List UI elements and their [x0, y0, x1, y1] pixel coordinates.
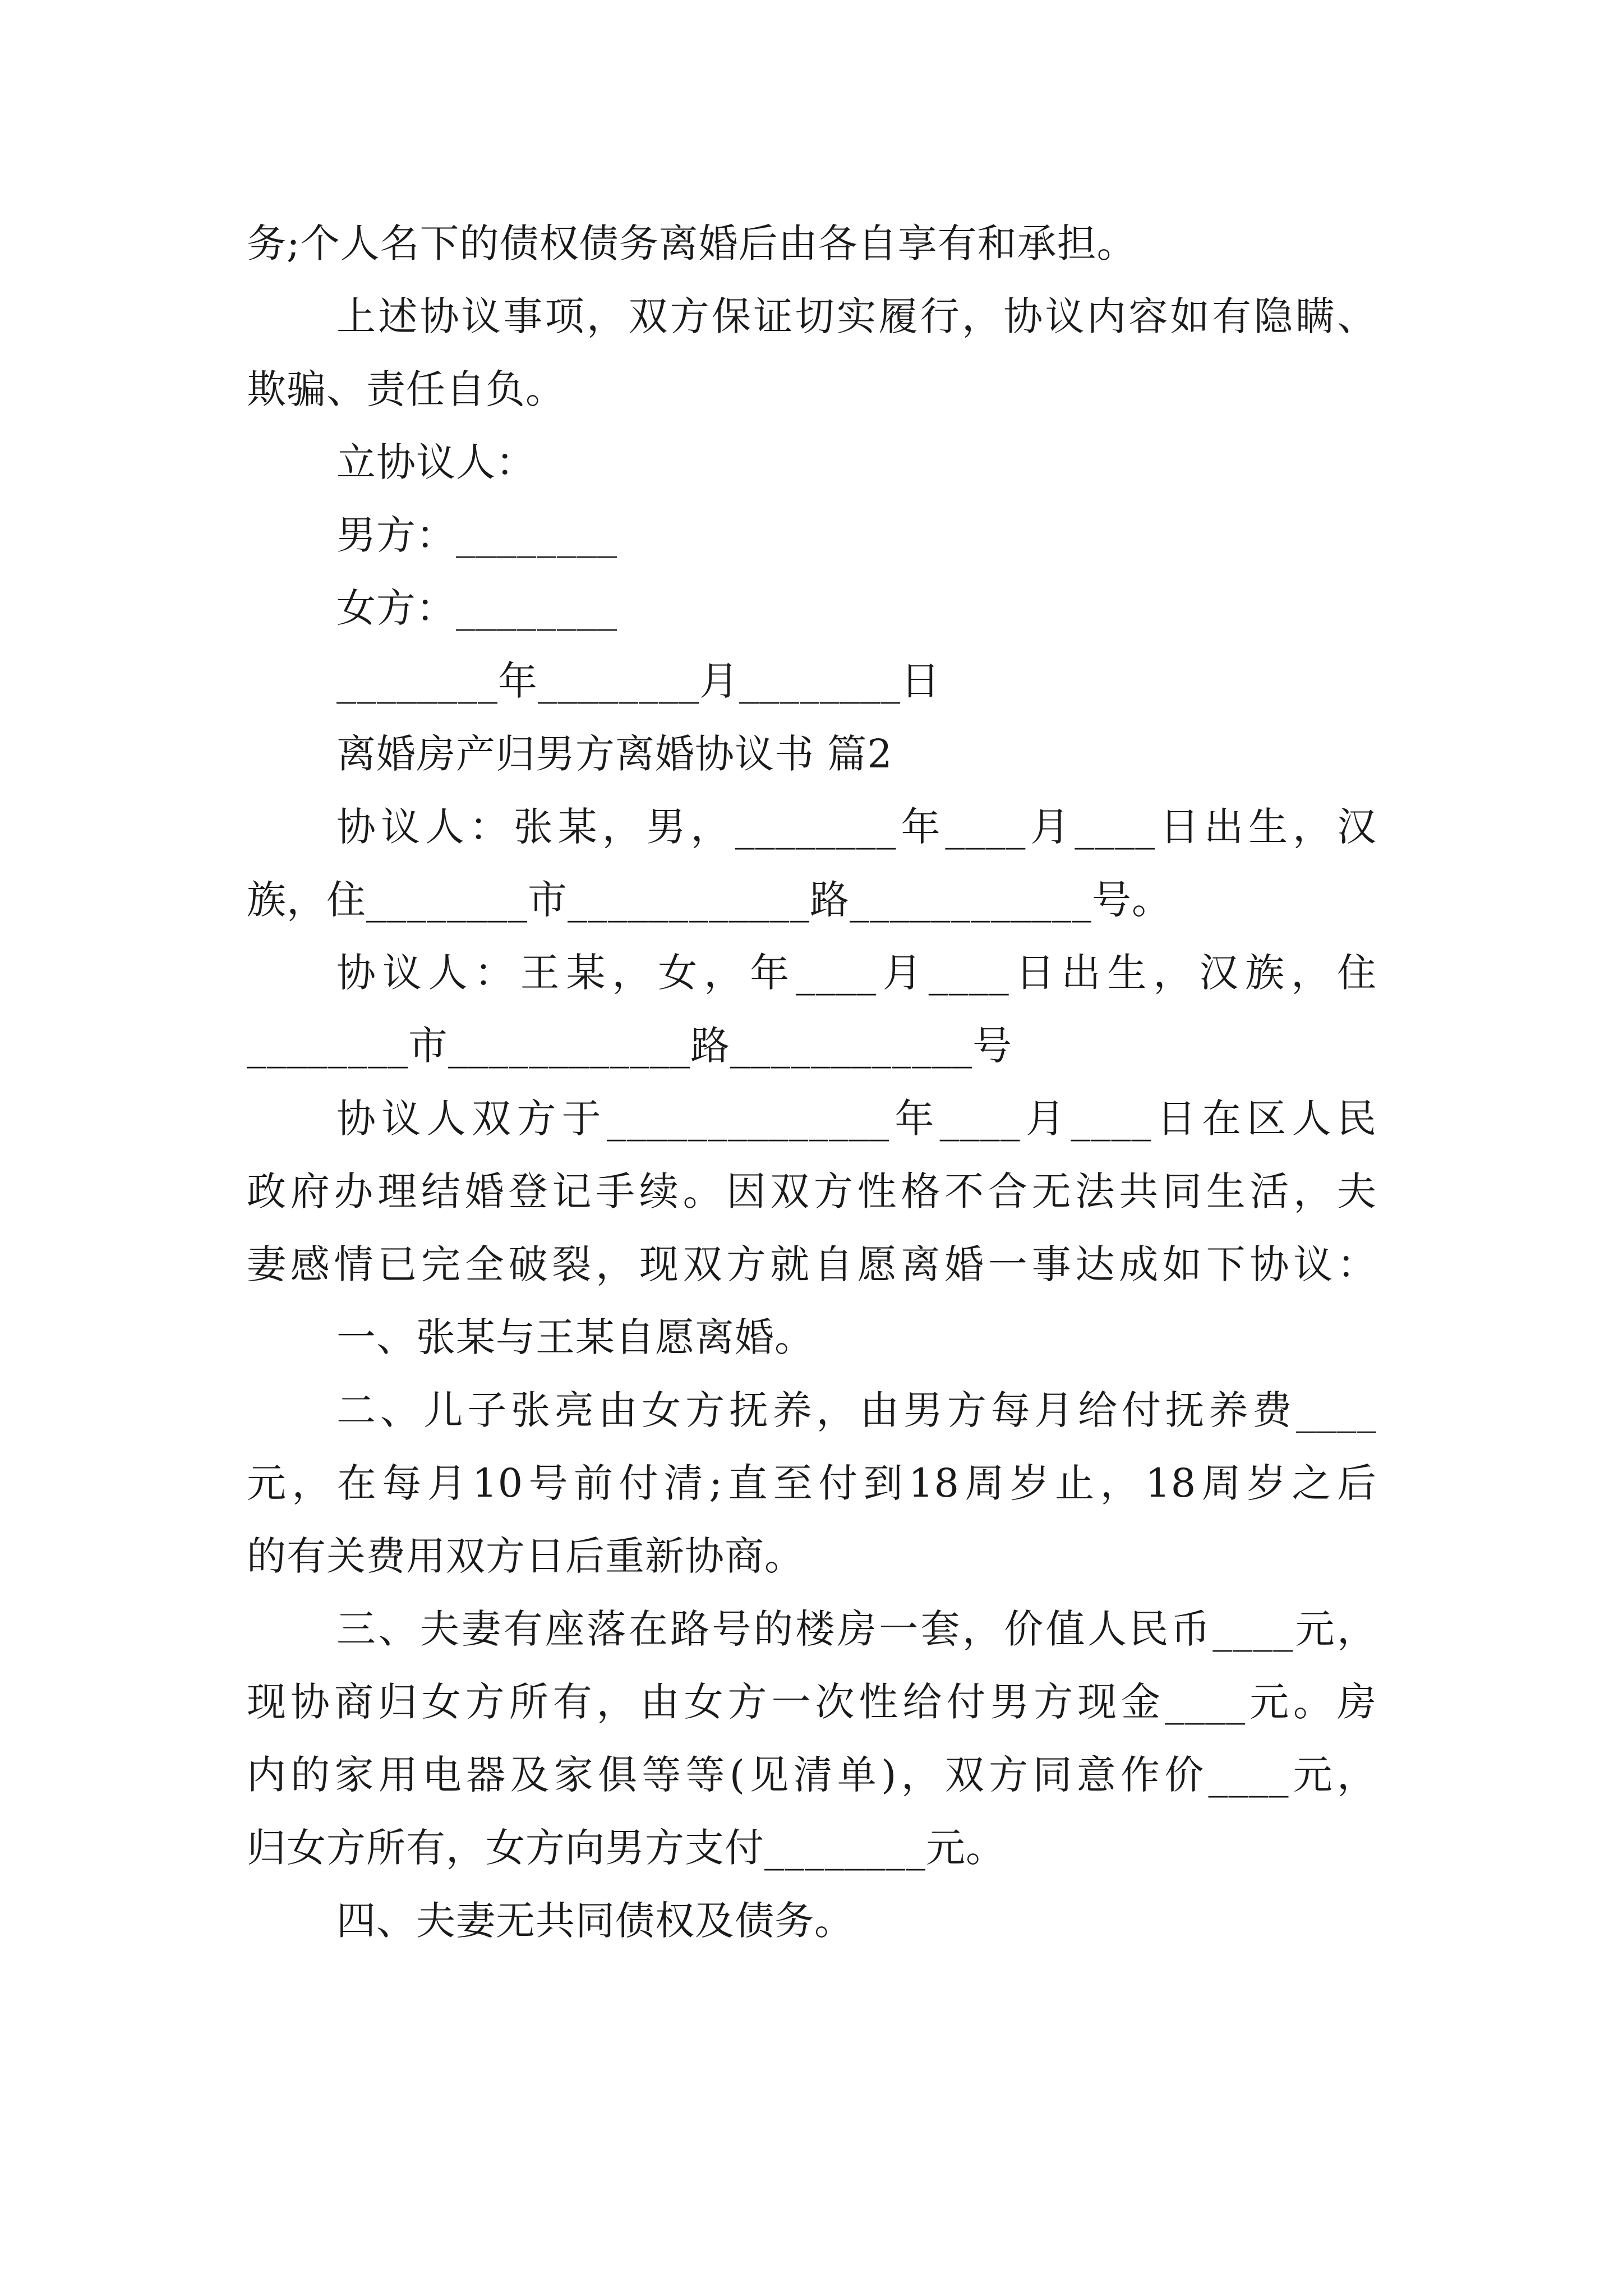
clause-3-line-4: 归女方所有，女方向男方支付________元。: [247, 1825, 1006, 1871]
text-line-1: 务;个人名下的债权债务离婚后由各自享有和承担。: [247, 220, 1137, 266]
text-line-13: 协议人双方于______________年____月____日在区人民: [336, 1096, 1377, 1142]
text-line-14: 政府办理结婚登记手续。因双方性格不合无法共同生活，夫: [247, 1168, 1377, 1214]
text-line-11: 协议人：王某，女，年____月____日出生，汉族，住: [336, 950, 1377, 996]
clause-2-line-3: 的有关费用双方日后重新协商。: [247, 1533, 804, 1579]
text-line-10: 族，住________市____________路____________号。: [247, 877, 1172, 923]
clause-1: 一、张某与王某自愿离婚。: [336, 1314, 814, 1360]
clause-4: 四、夫妻无共同债权及债务。: [336, 1898, 854, 1944]
male-party-line: 男方：________: [336, 512, 617, 558]
text-line-12: ________市____________路____________号: [247, 1023, 1012, 1069]
text-line-2: 上述协议事项，双方保证切实履行，协议内容如有隐瞒、: [336, 293, 1377, 339]
signatory-heading: 立协议人：: [336, 439, 536, 485]
text-line-15: 妻感情已完全破裂，现双方就自愿离婚一事达成如下协议：: [247, 1241, 1377, 1287]
female-party-line: 女方：________: [336, 585, 617, 631]
clause-3-line-1: 三、夫妻有座落在路号的楼房一套，价值人民币____元，: [336, 1606, 1377, 1652]
text-line-9: 协议人：张某，男，________年____月____日出生，汉: [336, 804, 1377, 850]
section-heading: 离婚房产归男方离婚协议书 篇2: [336, 731, 893, 777]
clause-3-line-3: 内的家用电器及家俱等等(见清单)，双方同意作价____元，: [247, 1752, 1377, 1798]
clause-2-line-2: 元，在每月10号前付清;直至付到18周岁止，18周岁之后: [247, 1460, 1377, 1506]
clause-2-line-1: 二、儿子张亮由女方抚养，由男方每月给付抚养费____: [336, 1387, 1377, 1433]
text-line-3: 欺骗、责任自负。: [247, 366, 565, 412]
clause-3-line-2: 现协商归女方所有，由女方一次性给付男方现金____元。房: [247, 1679, 1377, 1725]
date-line: ________年________月________日: [336, 658, 940, 704]
